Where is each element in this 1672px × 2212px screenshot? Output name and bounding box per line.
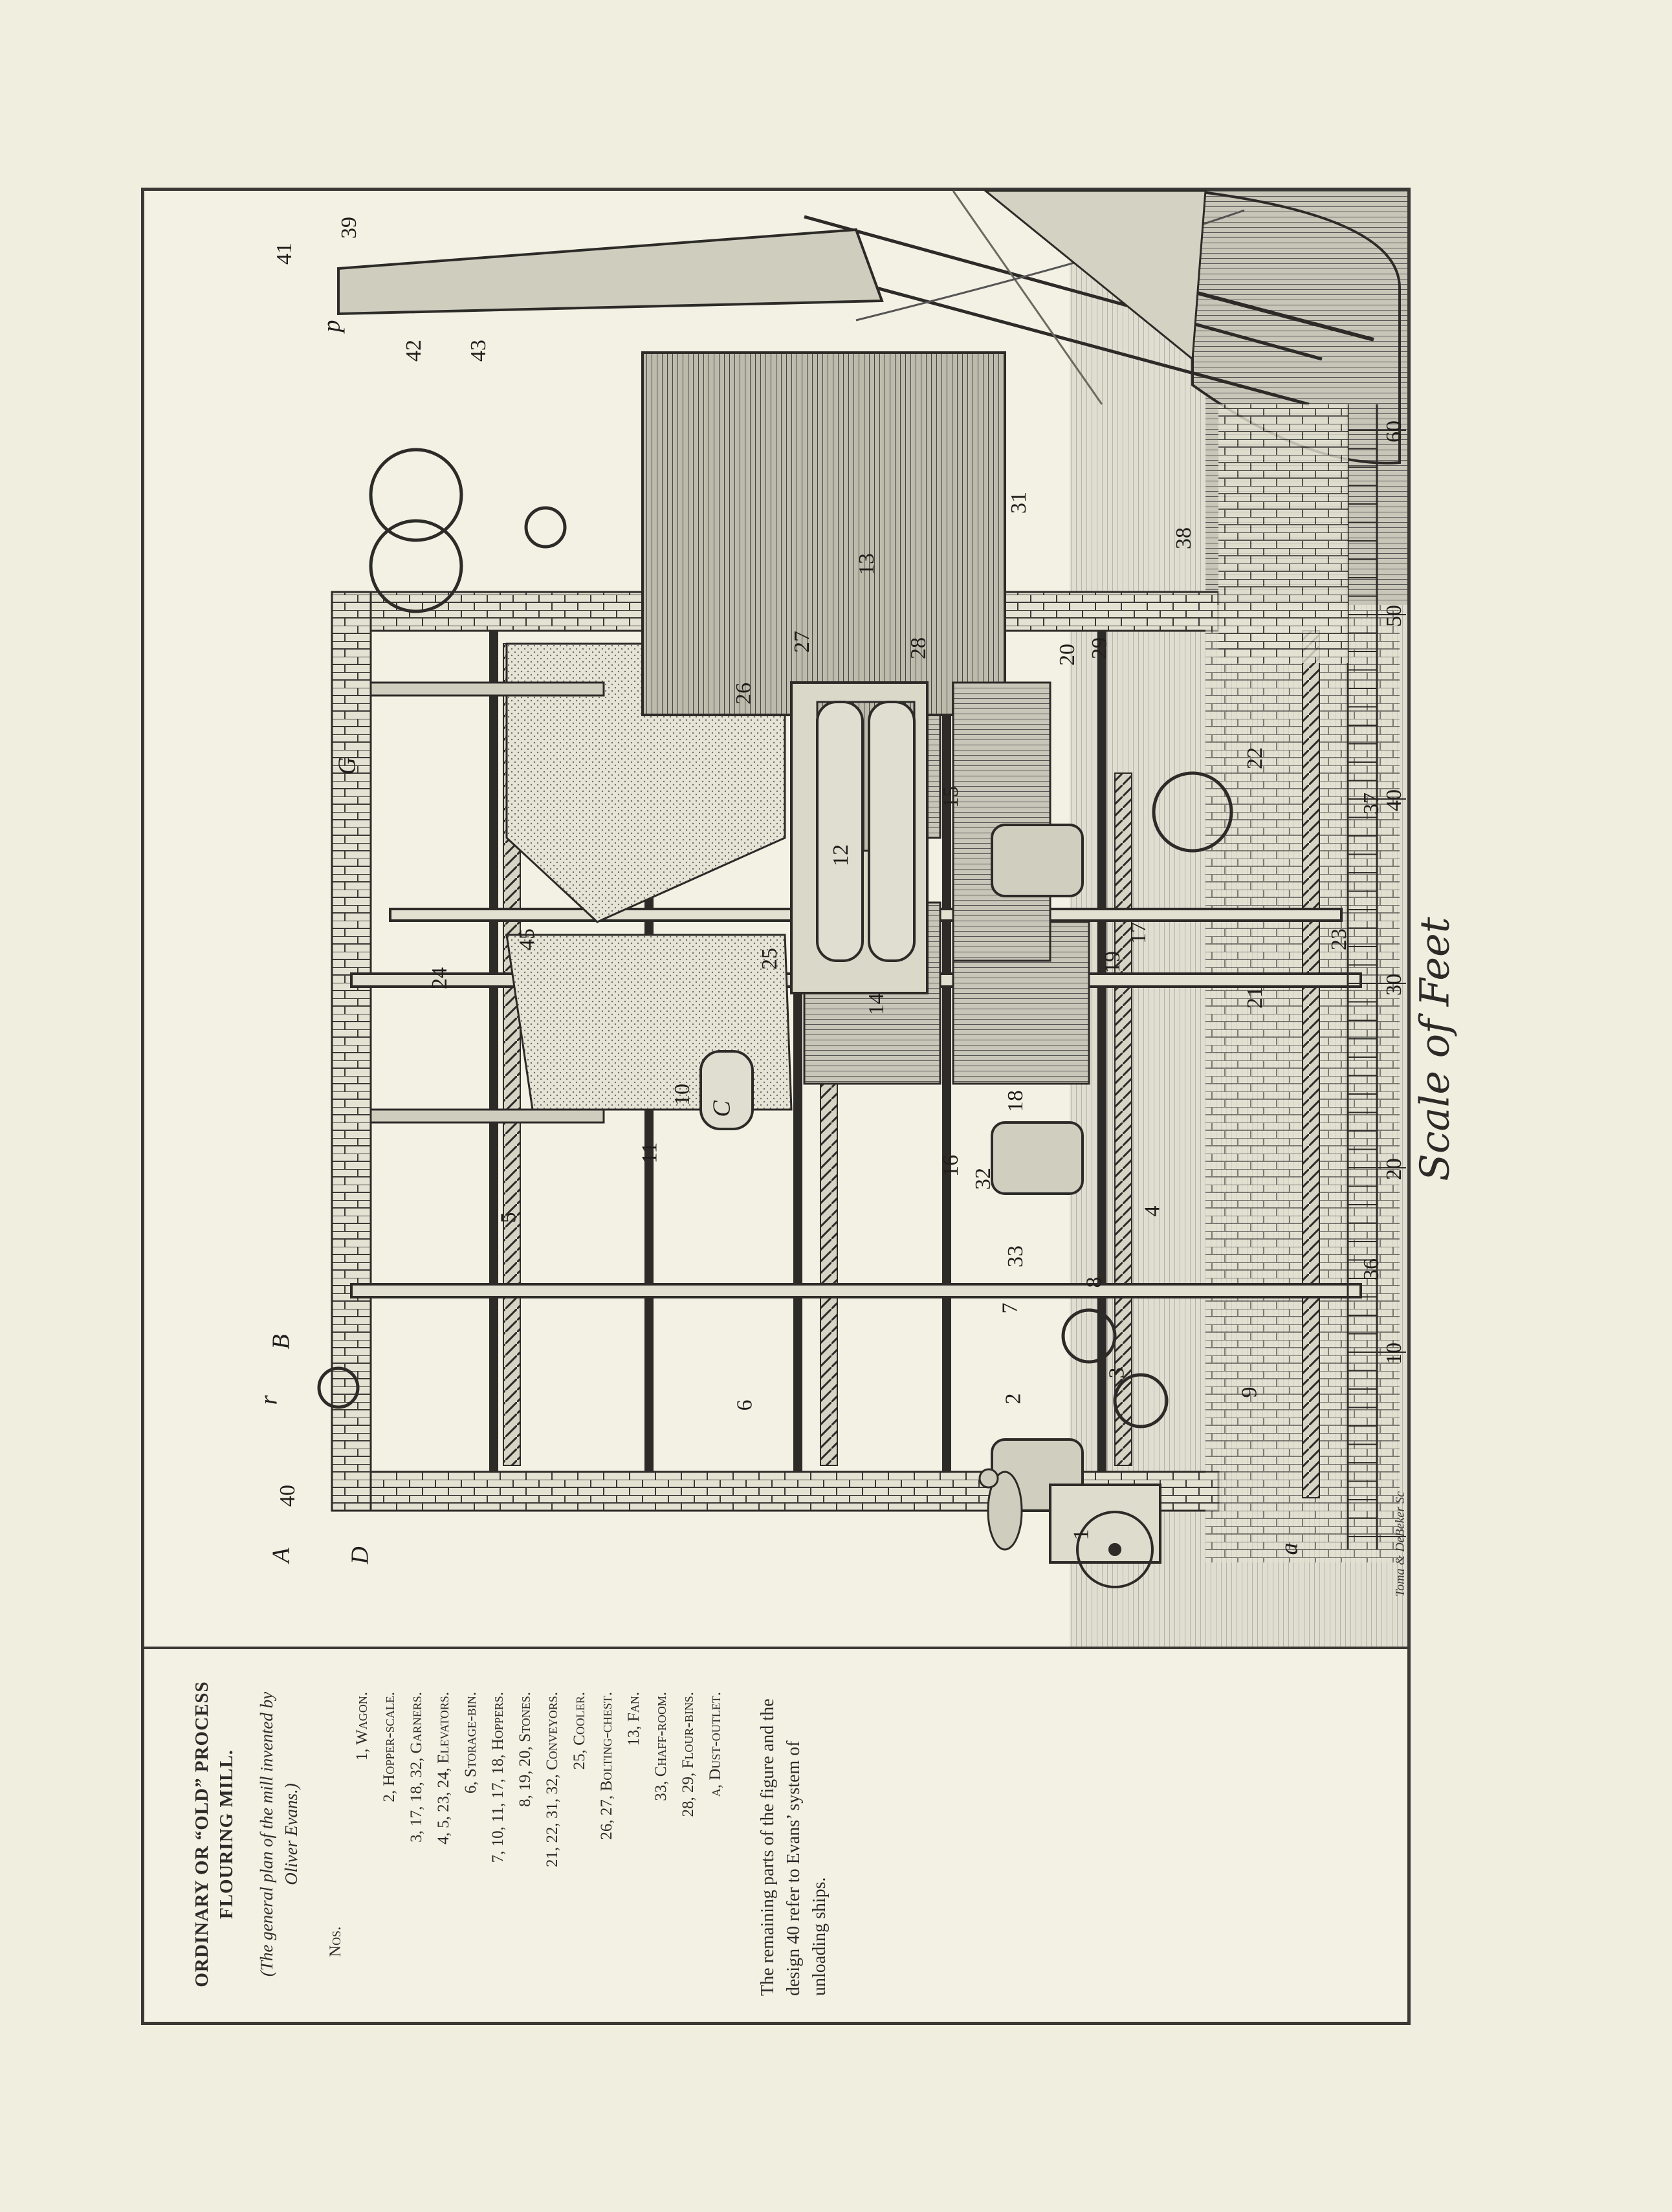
legend-row: [457, 1672, 485, 1996]
label-3: 3: [1105, 1367, 1129, 1379]
legend-numbers: 2,: [380, 1790, 398, 1802]
label-43: 43: [467, 340, 490, 362]
label-27: 27: [790, 631, 814, 653]
plate-title: ORDINARY OR “OLD” PROCESS FLOURING MILL.: [192, 1681, 237, 1988]
label-7: 7: [998, 1302, 1022, 1314]
label-13: 13: [855, 553, 879, 575]
legend-row: [648, 1672, 675, 1996]
legend-part-name: Hoppers.: [489, 1692, 507, 1751]
label-a: a: [1275, 1542, 1303, 1555]
nos-label: Nos.: [327, 1926, 344, 1957]
label-8: 8: [1082, 1276, 1106, 1288]
legend-part-name: Chaff-room.: [652, 1692, 670, 1777]
legend-numbers: 1,: [353, 1748, 371, 1761]
legend-numbers: 13,: [625, 1725, 643, 1746]
legend-numbers: 33,: [652, 1780, 670, 1801]
legend-part-name: Cooler.: [571, 1692, 588, 1746]
label-31: 31: [1007, 492, 1031, 514]
label-23: 23: [1327, 928, 1351, 950]
label-2: 2: [1001, 1393, 1026, 1405]
scale-tick-label: 60: [1382, 421, 1406, 443]
plate-note: The remaining parts of the figure and the design 40 refer to Evans’ system of unloading ships.: [758, 1698, 830, 1996]
label-33: 33: [1004, 1245, 1028, 1267]
legend-part-name: Storage-bin.: [462, 1692, 479, 1778]
label-21: 21: [1243, 987, 1267, 1009]
legend-numbers: 6,: [462, 1781, 479, 1794]
legend-numbers: 8, 19, 20,: [516, 1746, 534, 1807]
label-38: 38: [1172, 527, 1196, 549]
legend-row: [485, 1672, 512, 1996]
legend-part-name: Elevators.: [435, 1692, 452, 1764]
legend-part-name: Bolting-chest.: [598, 1692, 615, 1791]
label-5: 5: [496, 1212, 521, 1223]
legend-part-name: Flour-bins.: [679, 1692, 697, 1769]
legend-part-name: Hopper-scale.: [380, 1692, 398, 1786]
scale-tick-label: 50: [1382, 605, 1406, 627]
label-28: 28: [907, 637, 930, 659]
legend-part-name: Garners.: [408, 1692, 425, 1754]
label-6: 6: [732, 1399, 757, 1411]
scale-tick-label: 30: [1382, 974, 1406, 996]
label-32: 32: [971, 1168, 995, 1190]
label-18: 18: [1004, 1090, 1028, 1112]
legend-numbers: 28, 29,: [679, 1772, 697, 1817]
label-r: r: [255, 1395, 283, 1405]
label-12: 12: [829, 844, 853, 866]
legend-numbers: 21, 22, 31, 32,: [544, 1774, 561, 1867]
scale-tick-label: 40: [1382, 789, 1406, 811]
plate-frame: [141, 188, 1458, 2025]
label-37: 37: [1359, 793, 1383, 815]
legend-row: [675, 1672, 702, 1996]
engraver-signature: Toma & DeBeker Sc: [1393, 1491, 1408, 1597]
label-42: 42: [402, 340, 426, 362]
legend-row: [376, 1672, 403, 1996]
label-24: 24: [428, 967, 452, 989]
label-D: D: [346, 1546, 374, 1564]
label-p: p: [318, 320, 346, 333]
label-11: 11: [637, 1142, 662, 1164]
label-B: B: [267, 1334, 295, 1350]
legend-part-name: Conveyors.: [544, 1692, 561, 1770]
legend-list: [349, 1672, 729, 1996]
scale-tick-label: 10: [1382, 1342, 1406, 1364]
legend-numbers: 7, 10, 11, 17, 18,: [489, 1754, 507, 1863]
legend-row: [349, 1672, 376, 1996]
label-41: 41: [272, 243, 296, 265]
legend-row: [593, 1672, 621, 1996]
label-22: 22: [1243, 747, 1267, 769]
label-39: 39: [337, 217, 361, 239]
legend-numbers: 26, 27,: [598, 1795, 615, 1840]
label-15: 15: [939, 786, 963, 808]
label-36: 36: [1359, 1258, 1383, 1280]
figure-labels: [144, 191, 1458, 1647]
label-A: A: [267, 1548, 295, 1563]
legend-row: [512, 1672, 539, 1996]
mill-engraving: [144, 191, 1458, 1647]
legend-numbers: 3, 17, 18, 32,: [408, 1757, 425, 1843]
label-17: 17: [1127, 922, 1150, 944]
label-29: 29: [1088, 637, 1112, 659]
legend-numbers: 4, 5, 23, 24,: [435, 1768, 452, 1845]
label-G: G: [333, 757, 361, 775]
label-10: 10: [670, 1084, 694, 1106]
label-16: 16: [939, 1155, 963, 1177]
legend-panel: [144, 1649, 1407, 2022]
label-40: 40: [276, 1485, 300, 1507]
label-20: 20: [1055, 644, 1079, 666]
label-4: 4: [1140, 1205, 1165, 1217]
scale-of-feet-caption: Scale of Feet: [1411, 917, 1458, 1181]
legend-row: [566, 1672, 593, 1996]
label-19: 19: [1101, 951, 1125, 973]
legend-part-name: Dust-outlet.: [707, 1692, 724, 1780]
legend-part-name: Wagon.: [353, 1692, 371, 1745]
legend-row: [621, 1672, 648, 1996]
scale-tick-label: 20: [1382, 1158, 1406, 1180]
label-14: 14: [864, 993, 888, 1015]
label-1: 1: [1069, 1529, 1094, 1540]
legend-part-name: Stones.: [516, 1692, 534, 1742]
label-26: 26: [732, 683, 756, 705]
legend-part-name: Fan.: [625, 1692, 643, 1722]
legend-row: [539, 1672, 566, 1996]
legend-numbers: 25,: [571, 1749, 588, 1770]
label-9: 9: [1237, 1386, 1262, 1398]
label-45: 45: [515, 928, 539, 950]
label-25: 25: [758, 948, 782, 970]
legend-row: [430, 1672, 457, 1996]
plate-subtitle: (The general plan of the mill invented by Oliver Evans.): [257, 1691, 301, 1977]
label-C: C: [708, 1101, 736, 1117]
legend-row: [702, 1672, 729, 1996]
legend-numbers: a,: [707, 1784, 724, 1797]
legend-row: [403, 1672, 430, 1996]
